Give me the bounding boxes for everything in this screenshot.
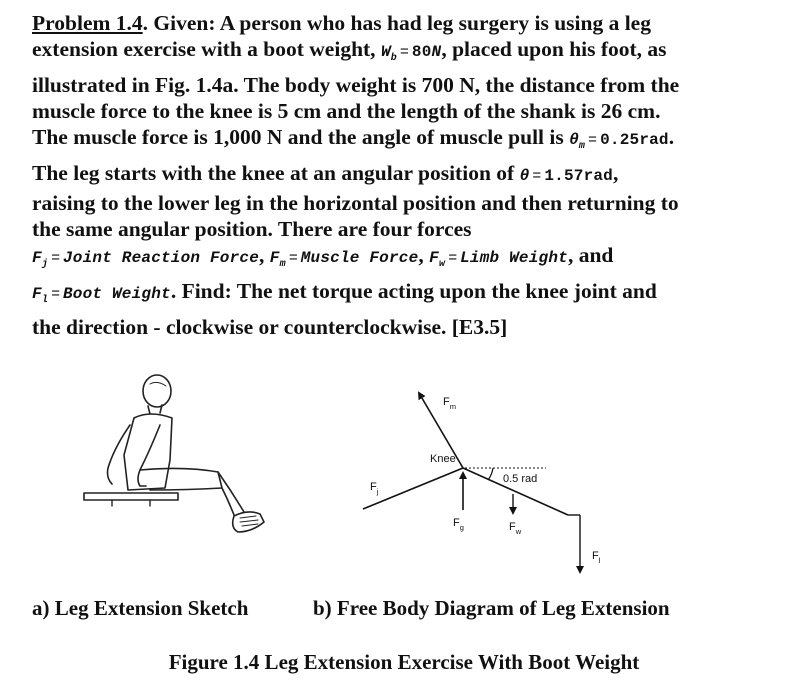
fw-label: $F_w$ — [509, 521, 522, 536]
fm-definition: $F_m$ = Muscle Force — [269, 248, 419, 270]
problem-line-2: extension exercise with a boot weight, $W_b = 80N$, placed upon his foot, as — [32, 37, 667, 65]
problem-line-9: $F_j$ = Joint Reaction Force, $F_m$ = Muscle Force, $F_w$ = Limb Weight, and — [32, 242, 614, 270]
caption-a: a) Leg Extension Sketch — [32, 596, 249, 620]
head — [143, 375, 171, 407]
problem-line-6: The leg starts with the knee at an angular position of θ = 1.57rad, — [32, 161, 619, 186]
problem-line-10: $F_l$ = Boot Weight. Find: The net torque acting upon the knee joint and — [32, 278, 657, 306]
fw-definition: $F_w$ = Limb Weight — [429, 248, 568, 270]
fl-definition: $F_l$ = Boot Weight — [32, 284, 171, 306]
angle-label: 0.5 rad — [503, 473, 538, 485]
angle-arc — [488, 468, 493, 480]
muscle-angle-eq: $\theta_m = 0.25rad$ — [569, 131, 669, 153]
leg-extension-sketch — [84, 375, 264, 532]
fj-label: $F_j$ — [370, 481, 379, 496]
fj-definition: $F_j$ = Joint Reaction Force — [32, 248, 260, 270]
problem-line-8: the same angular position. There are four forces — [32, 216, 472, 241]
boot-weight-eq: $W_b = 80N$ — [380, 43, 442, 65]
problem-line-7: raising to the lower leg in the horizontal position and then returning to — [32, 190, 679, 215]
bench — [84, 493, 178, 500]
problem-label: Problem 1.4 — [32, 11, 143, 35]
figure-caption: Figure 1.4 Leg Extension Exercise With Boot Weight — [168, 650, 640, 674]
fg-label: $F_g$ — [453, 517, 464, 532]
fl-label: $F_l$ — [592, 550, 601, 565]
fm-label: $F_m$ — [443, 396, 456, 411]
problem-line-3: illustrated in Fig. 1.4a. The body weight is 700 N, the distance from the — [32, 73, 680, 98]
boot-weight — [233, 512, 264, 532]
caption-b: b) Free Body Diagram of Leg Extension — [313, 596, 670, 620]
knee-label: Knee — [430, 453, 456, 465]
knee-angle-eq: θ = 1.57rad — [519, 167, 613, 186]
problem-line-4: muscle force to the knee is 5 cm and the length of the shank is 26 cm. — [32, 99, 661, 124]
free-body-diagram — [363, 393, 580, 572]
problem-line-11: the direction - clockwise or counterclockwise. [E3.5] — [32, 314, 508, 339]
problem-line-5: The muscle force is 1,000 N and the angle of muscle pull is $\theta_m = 0.25rad$. — [32, 125, 675, 153]
problem-line-1: Problem 1.4. Given: A person who has had leg surgery is using a leg — [32, 11, 651, 35]
